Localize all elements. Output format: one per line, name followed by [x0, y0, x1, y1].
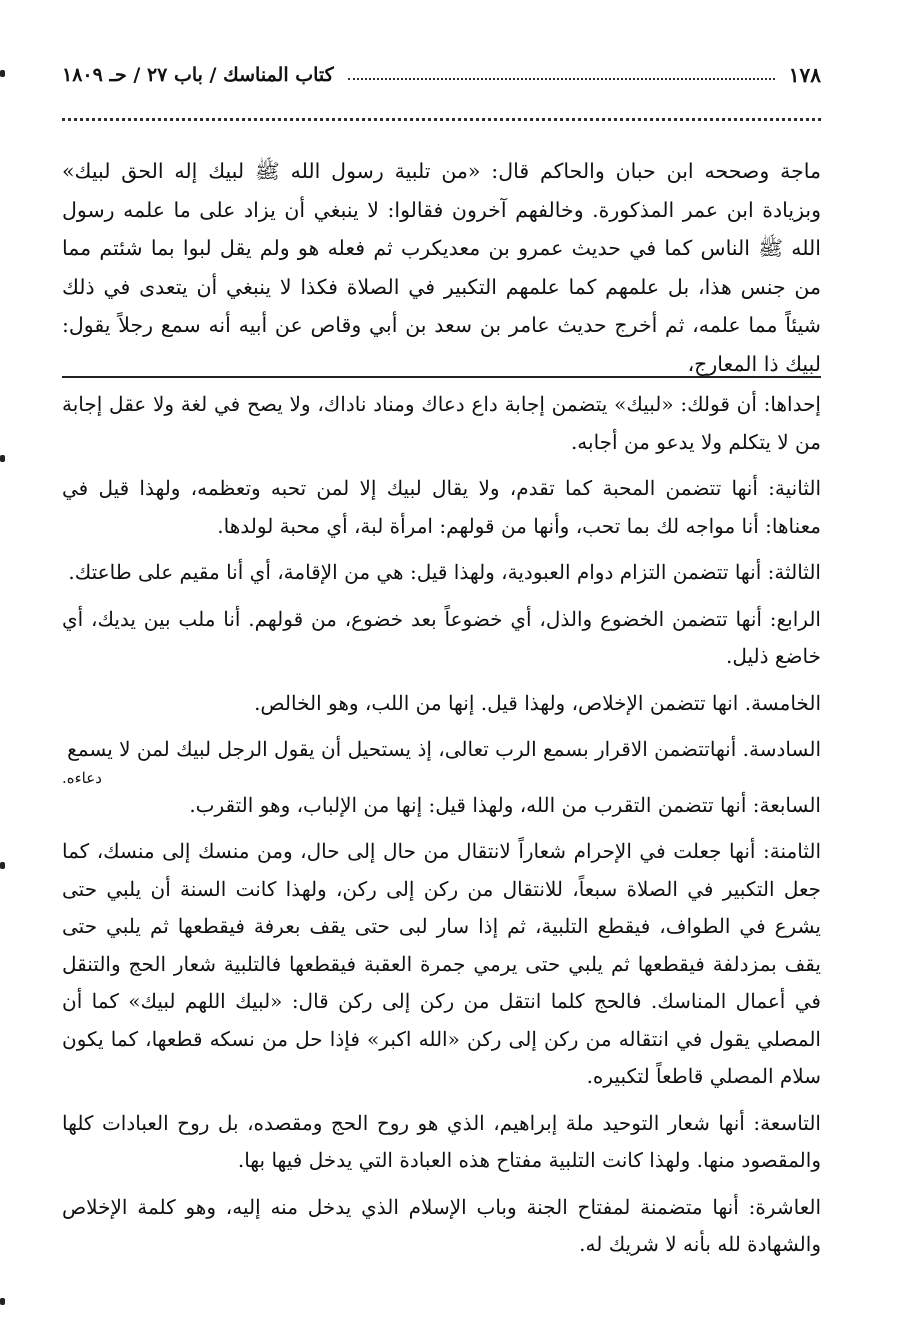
commentary-block: ماجة وصححه ابن حبان والحاكم قال: «من تلبية رسول الله ﷺ لبيك إله الحق لبيك» وبزيادة ابن عمر المذكورة. وخالفهم آخرون فقالوا: لا ينبغي أن يزاد على ما علمه رسول الله ﷺ الناس كما في حديث عمرو بن معديكرب ثم فعله هو ولم يقل لبوا بما شئتم مما من جنس هذا، بل علمهم كما علمهم التكبير في الصلاة فكذا لا ينبغي أن يتعدى في ذلك شيئاً مما علمه، ثم أخرج حديث عامر بن سعد بن أبي وقاص عن أبيه أنه سمع رجلاً يقول: لبيك ذا المعارج،: [62, 159, 821, 376]
notes-list: [62, 386, 821, 1273]
note-item: الثالثة: أنها تتضمن التزام دوام العبودية، ولهذا قيل: هي من الإقامة، أي أنا مقيم على طاعتك.: [68, 560, 821, 584]
note-item: الرابع: أنها تتضمن الخضوع والذل، أي خضوعاً بعد خضوع، من قولهم. أنا ملب بين يديك، أي خاضع ذليل.: [62, 606, 821, 668]
dotted-separator: [62, 118, 821, 121]
scan-mark: [0, 1298, 5, 1305]
note-item: إحداها: أن قولك: «لبيك» يتضمن إجابة داع دعاك ومناد ناداك، ولا يصح في لغة ولا عقل إجابة من لا يتكلم ولا يدعو من أجابه.: [62, 392, 821, 454]
note-item: الثامنة: أنها جعلت في الإحرام شعاراً لانتقال من حال إلى حال، ومن منسك إلى منسك، كما جعل التكبير في الصلاة سبعاً، للانتقال من ركن إلى ركن، ولهذا كانت السنة أن يلبي حتى يشرع في الطواف، فيقطع التلبية، ثم إذا سار لبى حتى يقف بعرفة فيقطعها ثم يلبي حتى يقف بمزدلفة فيقطعها ثم يلبي حتى يرمي جمرة العقبة فيقطعها فالتلبية شعار الحج والتنقل في أعمال المناسك. فالحج كلما انتقل من ركن إلى ركن قال: «لبيك اللهم لبيك» كما أن المصلي يقول في انتقاله من ركن إلى ركن «الله اكبر» فإذا حل من نسكه قطعها، كما يكون سلام المصلي قاطعاً لتكبيره.: [62, 839, 821, 1088]
running-title: كتاب المناسك / باب ٢٧ / حـ ١٨٠٩: [62, 64, 334, 86]
note-item: السابعة: أنها تتضمن التقرب من الله، ولهذا قيل: إنها من الإلباب، وهو التقرب.: [189, 792, 821, 817]
note-item: السادسة. أنهاتتضمن الاقرار بسمع الرب تعالى، إذ يستحيل أن يقول الرجل لبيك لمن لا يسمع: [67, 737, 821, 761]
footnote-separator: [62, 376, 821, 378]
note-tail: دعاءه.: [62, 768, 102, 787]
note-item: العاشرة: أنها متضمنة لمفتاح الجنة وباب الإسلام الذي يدخل منه إليه، وهو كلمة الإخلاص والشهادة لله بأنه لا شريك له.: [62, 1194, 821, 1256]
page-number: ١٧٨: [788, 63, 821, 87]
running-header: [62, 58, 821, 92]
dotted-leader: [348, 78, 775, 80]
note-item: التاسعة: أنها شعار التوحيد ملة إبراهيم، الذي هو روح الحج ومقصده، بل روح العبادات كلها والمقصود منها. ولهذا كانت التلبية مفتاح هذه العبادة التي يدخل فيها بها.: [62, 1110, 821, 1172]
note-item: الخامسة. انها تتضمن الإخلاص، ولهذا قيل. إنها من اللب، وهو الخالص.: [254, 690, 821, 715]
note-item: الثانية: أنها تتضمن المحبة كما تقدم، ولا يقال لبيك إلا لمن تحبه وتعظمه، ولهذا قيل في معناها: أنا مواجه لك بما تحب، وأنها من قولهم: امرأة لبة، أي محبة لولدها.: [62, 476, 822, 538]
scan-mark: [0, 455, 5, 462]
scan-mark: [0, 70, 5, 77]
scan-mark: [0, 862, 5, 869]
